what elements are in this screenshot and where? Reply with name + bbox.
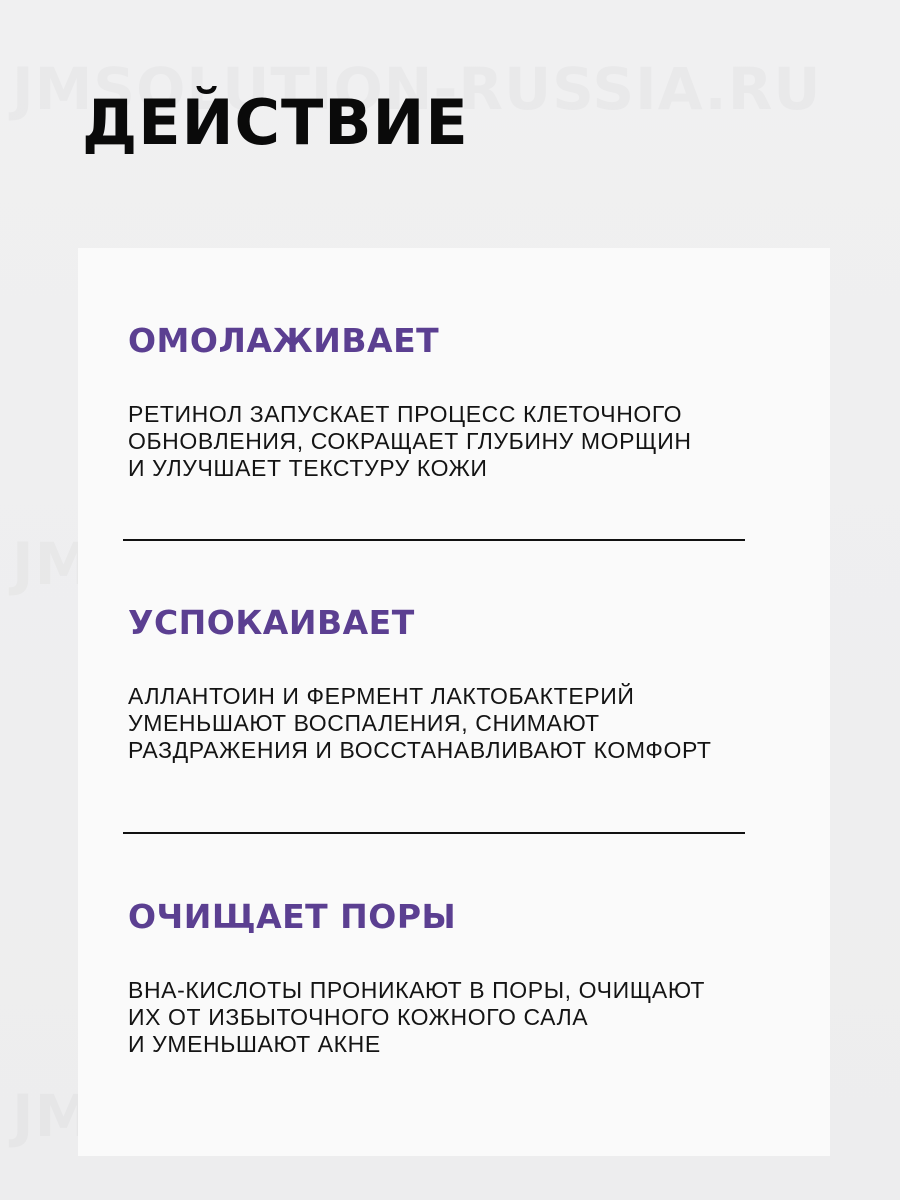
description-line: РЕТИНОЛ ЗАПУСКАЕТ ПРОЦЕСС КЛЕТОЧНОГО [128, 401, 683, 427]
benefit-section-rejuvenates [128, 321, 768, 482]
section-description [128, 683, 768, 764]
description-line: И УЛУЧШАЕТ ТЕКСТУРУ КОЖИ [128, 455, 488, 481]
section-description [128, 401, 768, 482]
benefits-card [78, 248, 830, 1156]
page-title: ДЕЙСТВИЕ [82, 86, 469, 159]
section-description [128, 977, 768, 1058]
section-heading: ОМОЛАЖИВАЕТ [128, 321, 440, 360]
benefit-section-cleanses-pores [128, 897, 768, 1058]
section-divider [123, 539, 745, 541]
description-line: РАЗДРАЖЕНИЯ И ВОССТАНАВЛИВАЮТ КОМФОРТ [128, 737, 712, 763]
benefit-section-soothes [128, 603, 768, 764]
section-heading: ОЧИЩАЕТ ПОРЫ [128, 897, 457, 936]
description-line: И УМЕНЬШАЮТ АКНЕ [128, 1031, 381, 1057]
description-line: ИХ ОТ ИЗБЫТОЧНОГО КОЖНОГО САЛА [128, 1004, 589, 1030]
description-line: УМЕНЬШАЮТ ВОСПАЛЕНИЯ, СНИМАЮТ [128, 710, 600, 736]
description-line: BHA-КИСЛОТЫ ПРОНИКАЮТ В ПОРЫ, ОЧИЩАЮТ [128, 977, 706, 1003]
section-divider [123, 832, 745, 834]
description-line: АЛЛАНТОИН И ФЕРМЕНТ ЛАКТОБАКТЕРИЙ [128, 683, 635, 709]
description-line: ОБНОВЛЕНИЯ, СОКРАЩАЕТ ГЛУБИНУ МОРЩИН [128, 428, 692, 454]
section-heading: УСПОКАИВАЕТ [128, 603, 415, 642]
